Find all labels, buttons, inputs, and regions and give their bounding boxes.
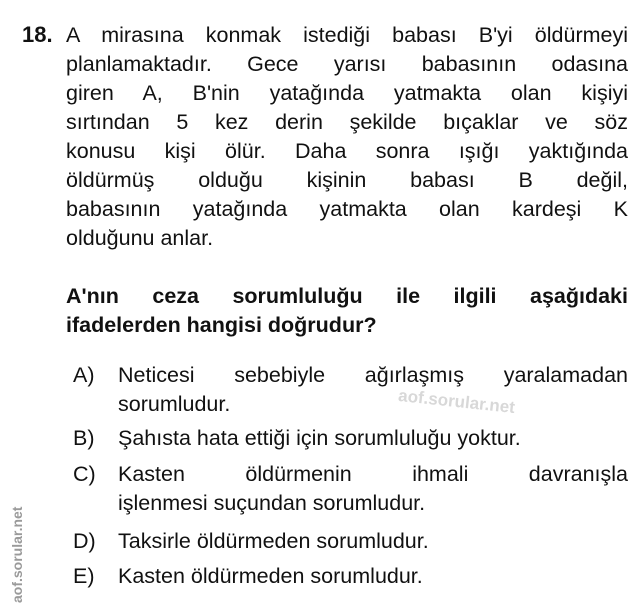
option-a[interactable] [73,361,628,419]
option-text: Kasten öldürmenin ihmali davranışla [118,462,628,486]
stem-line: babasının yatağında yatmakta olan kardeşi K [66,197,628,221]
option-e[interactable] [73,562,628,591]
stem-line: öldürmüş olduğu kişinin babası B değil, [66,168,628,192]
option-letter: E) [73,564,95,588]
option-c[interactable] [73,460,628,518]
option-text: Şahısta hata ettiği için sorumluluğu yoktur. [118,426,521,450]
prompt-line: ifadelerden hangisi doğrudur? [66,313,377,337]
option-text: Kasten öldürmeden sorumludur. [118,564,423,588]
stem-line: A mirasına konmak istediği babası B'yi öldürmeyi [66,23,628,47]
stem-line: sırtından 5 kez derin şekilde bıçaklar ve söz [66,110,628,134]
option-b[interactable] [73,424,628,453]
stem-line: konusu kişi ölür. Daha sonra ışığı yaktığında [66,139,628,163]
stem-line: planlamaktadır. Gece yarısı babasının odasına [66,52,628,76]
option-text: sorumludur. [118,392,231,416]
option-d[interactable] [73,527,628,556]
stem-line: olduğunu anlar. [66,226,214,250]
option-text: Taksirle öldürmeden sorumludur. [118,529,429,553]
option-letter: B) [73,426,95,450]
watermark: aof.sorular.net [397,385,516,418]
question-number: 18. [22,22,53,47]
option-text: Neticesi sebebiyle ağırlaşmış yaralamadan [118,363,628,387]
option-letter: A) [73,363,95,387]
option-letter: D) [73,529,96,553]
question-stem [66,21,628,253]
side-watermark: aof.sorular.net [9,506,25,603]
prompt-line: A'nın ceza sorumluluğu ile ilgili aşağıdaki [66,284,628,308]
option-letter: C) [73,462,96,486]
stem-line: giren A, B'nin yatağında yatmakta olan kişiyi [66,81,628,105]
question-prompt [66,282,628,340]
option-text: işlenmesi suçundan sorumludur. [118,491,426,515]
